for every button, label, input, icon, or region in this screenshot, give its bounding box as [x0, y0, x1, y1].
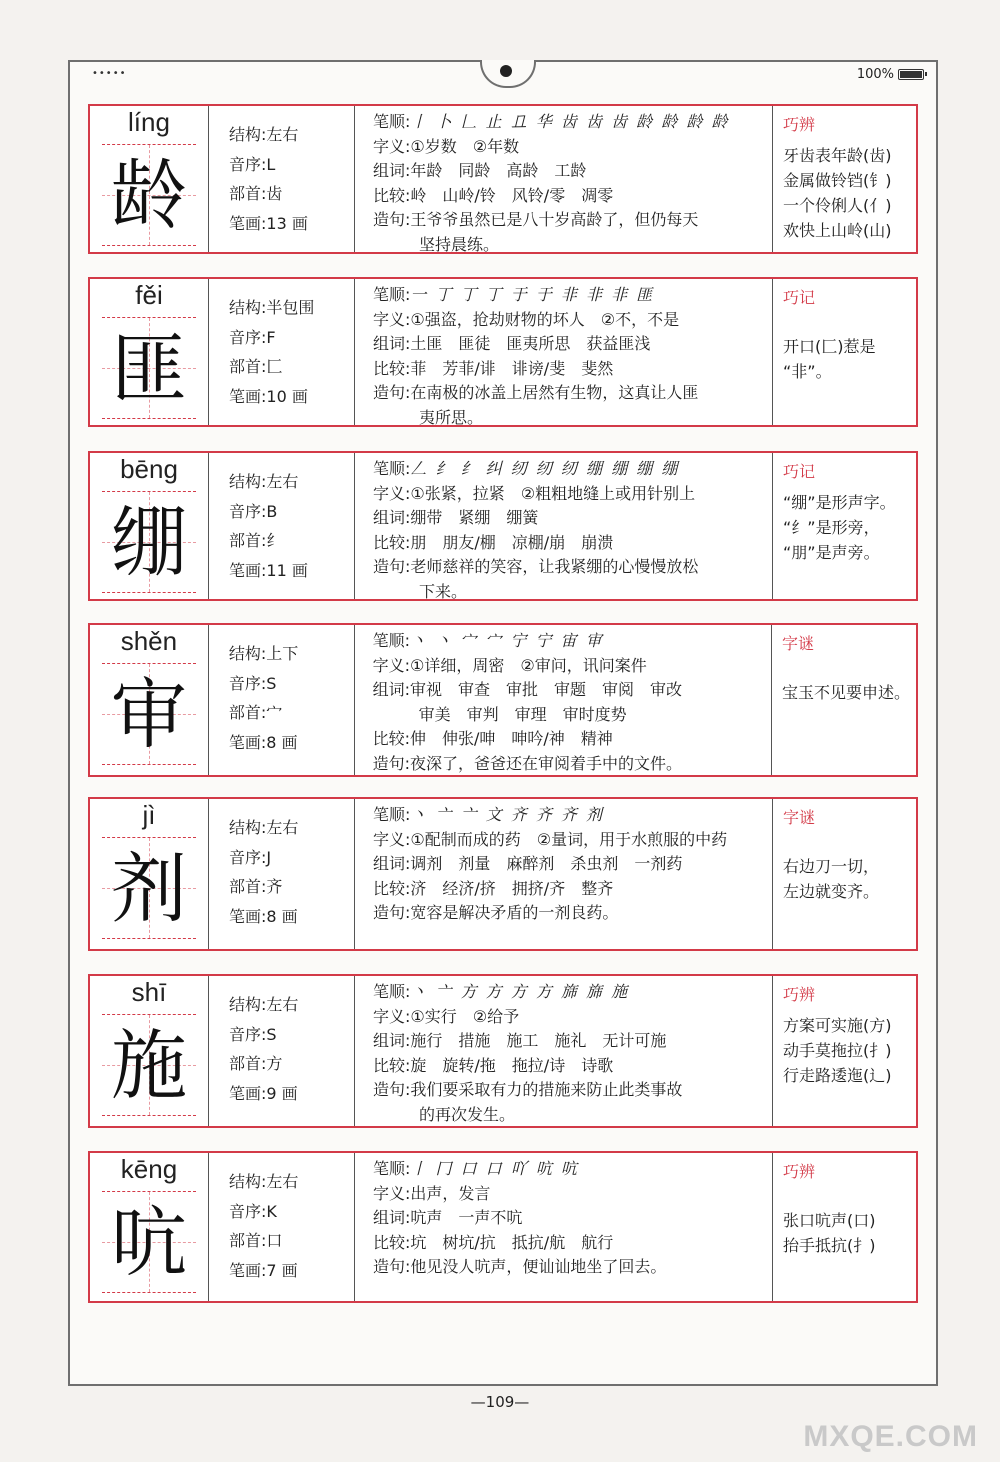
order-label: 音序: [229, 327, 267, 347]
order-label: 音序: [229, 847, 267, 867]
character-card [88, 451, 918, 601]
structure-value: 半包围 [266, 298, 315, 317]
page-number: —109— [470, 1393, 530, 1411]
character-card [88, 1151, 918, 1303]
pinyin: jì [142, 800, 156, 830]
character-meta [209, 625, 355, 775]
tip-tag: 巧辨 [783, 1162, 816, 1181]
stroke-order-value: 丶 亠 方 方 方 方 旆 旆 施 [410, 982, 630, 1001]
character-panel [90, 799, 209, 949]
tip-line: 牙齿表年龄(齿) [783, 146, 892, 165]
strokes-value: 10 画 [266, 386, 308, 406]
radical-label: 部首: [228, 703, 267, 722]
battery-icon [898, 69, 924, 80]
pinyin: shī [131, 977, 167, 1007]
character-card [88, 277, 918, 427]
sentence-value: 的再次发生。 [419, 1104, 516, 1124]
radical-label: 部首: [229, 357, 267, 376]
words-value: 绷带 紧绷 绷簧 [410, 508, 539, 527]
tip-panel [773, 279, 916, 425]
order-label: 音序: [229, 154, 267, 174]
strokes-label: 笔画: [228, 732, 267, 752]
order-label: 音序: [229, 501, 267, 521]
strokes-label: 笔画: [229, 386, 267, 406]
order-value: S [266, 1024, 277, 1044]
tip-line: 左边就变齐。 [783, 882, 880, 901]
tip-line: “非”。 [783, 362, 832, 381]
stroke-order-value: 丶 丶 宀 宀 宁 宁 宙 审 [410, 631, 604, 650]
character-panel [90, 106, 209, 252]
structure-label: 结构: [229, 472, 267, 491]
character-details [355, 976, 773, 1126]
meaning-label: 字义: [373, 136, 411, 156]
pinyin: shěn [120, 626, 178, 656]
radical-value: 纟 [266, 531, 283, 550]
character: 龄 [111, 151, 187, 240]
stroke-order-label: 笔顺: [373, 112, 411, 131]
tip-line: 动手莫拖拉(扌) [783, 1041, 892, 1060]
sentence-label: 造句: [373, 903, 411, 922]
strokes-label: 笔画: [229, 906, 267, 926]
structure-label: 结构: [229, 818, 267, 837]
compare-value: 济 经济/挤 拥挤/齐 整齐 [410, 878, 614, 898]
structure-label: 结构: [229, 995, 267, 1014]
words-value: 土匪 匪徒 匪夷所思 获益匪浅 [410, 334, 651, 353]
strokes-value: 9 画 [266, 1083, 298, 1103]
words-label: 组词: [372, 680, 411, 699]
pinyin: líng [128, 107, 170, 137]
words-label: 组词: [373, 854, 411, 873]
sentence-value: 夷所思。 [419, 407, 484, 427]
compare-label: 比较: [373, 1232, 411, 1252]
meaning-value: ①详细，周密 ②审问，讯问案件 [410, 655, 647, 675]
tip-line: 一个伶俐人(亻) [783, 196, 892, 215]
meaning-value: ①强盗，抢劫财物的坏人 ②不，不是 [410, 309, 680, 329]
tip-line: 方案可实施(方) [783, 1016, 892, 1035]
words-value: 施行 措施 施工 施礼 无计可施 [410, 1031, 667, 1050]
tip-tag: 巧辨 [783, 985, 816, 1004]
stroke-order-label: 笔顺: [373, 982, 411, 1001]
structure-value: 左右 [266, 472, 299, 491]
radical-value: 宀 [266, 703, 283, 722]
meaning-value: ①实行 ②给予 [410, 1006, 520, 1026]
order-label: 音序: [228, 673, 267, 693]
structure-label: 结构: [229, 125, 267, 144]
tip-panel [773, 106, 916, 252]
character: 吭 [111, 1198, 187, 1287]
radical-label: 部首: [229, 531, 267, 550]
character-details [355, 799, 773, 949]
compare-value: 旋 旋转/拖 拖拉/诗 诗歌 [410, 1055, 614, 1075]
strokes-value: 8 画 [266, 906, 298, 926]
compare-label: 比较: [373, 878, 411, 898]
stroke-order-value: 一 丁 丁 丁 于 于 非 非 非 匪 [410, 285, 655, 304]
battery-status [857, 67, 924, 82]
character-details [355, 1153, 773, 1301]
stroke-order-label: 笔顺: [373, 285, 411, 304]
structure-value: 左右 [266, 125, 299, 144]
tip-tag: 巧记 [783, 288, 816, 307]
pinyin: kēng [120, 1154, 178, 1184]
character-panel [90, 976, 209, 1126]
radical-value: 齐 [266, 877, 283, 896]
order-value: B [266, 501, 278, 521]
order-value: S [266, 673, 277, 693]
order-value: F [266, 327, 276, 347]
radical-label: 部首: [229, 1231, 267, 1250]
tip-panel [773, 976, 916, 1126]
sentence-value: 我们要采取有力的措施来防止此类事故 [410, 1080, 683, 1099]
compare-value: 坑 树坑/抗 抵抗/航 航行 [410, 1232, 614, 1252]
structure-label: 结构: [229, 1172, 267, 1191]
sentence-value: 夜深了，爸爸还在审阅着手中的文件。 [410, 753, 683, 773]
structure-value: 左右 [266, 818, 299, 837]
words-label: 组词: [373, 1208, 411, 1227]
compare-value: 伸 伸张/呻 呻吟/神 精神 [410, 729, 613, 748]
character-meta [209, 106, 355, 252]
tip-panel [773, 453, 916, 599]
stroke-order-value: 𠃋 纟 纟 纠 纫 纫 纫 绷 绷 绷 绷 [410, 459, 680, 478]
stroke-order-value: 丨 冂 口 口 吖 吭 吭 [410, 1159, 579, 1178]
compare-value: 菲 芳菲/诽 诽谤/斐 斐然 [410, 358, 614, 378]
radical-value: 齿 [266, 184, 283, 203]
meaning-value: ①张紧，拉紧 ②粗粗地缝上或用针别上 [410, 483, 696, 503]
words-value: 吭声 一声不吭 [410, 1208, 523, 1227]
stroke-order-value: 丶 亠 亠 文 齐 齐 齐 剂 [410, 805, 605, 824]
character-meta [209, 1153, 355, 1301]
words-label: 组词: [373, 1031, 411, 1050]
words-value: 调剂 剂量 麻醉剂 杀虫剂 一剂药 [410, 854, 683, 873]
order-value: K [266, 1201, 277, 1221]
character-panel [90, 453, 209, 599]
character-details [355, 453, 773, 599]
strokes-value: 8 画 [266, 732, 298, 752]
tip-line: 宝玉不见要申述。 [781, 683, 910, 702]
character-meta [209, 799, 355, 949]
meaning-label: 字义: [372, 655, 411, 675]
radical-value: 匚 [266, 357, 283, 376]
stroke-order-label: 笔顺: [373, 1159, 411, 1178]
compare-label: 比较: [373, 185, 411, 205]
stroke-order-label: 笔顺: [372, 631, 411, 650]
sentence-value: 在南极的冰盖上居然有生物，这真让人匪 [410, 383, 699, 402]
stroke-order-label: 笔顺: [373, 459, 411, 478]
character-meta [209, 453, 355, 599]
tip-panel [773, 1153, 916, 1301]
meaning-label: 字义: [373, 1006, 411, 1026]
character-card [88, 623, 918, 777]
radical-label: 部首: [229, 1054, 267, 1073]
compare-label: 比较: [372, 729, 411, 748]
pinyin: fěi [135, 280, 163, 310]
character: 剂 [111, 844, 187, 933]
words-value: 审视 审查 审批 审题 审阅 审改 [410, 680, 683, 699]
structure-value: 左右 [266, 995, 299, 1014]
radical-value: 方 [266, 1054, 283, 1073]
stroke-order-value: 丨 卜 𠃊 止 𠀃 华 齿 齿 齿 龄 龄 龄 龄 [410, 112, 730, 131]
watermark: MXQE.COM [803, 1420, 978, 1453]
character: 绷 [111, 498, 187, 587]
character-meta [209, 976, 355, 1126]
strokes-value: 7 画 [266, 1260, 298, 1280]
character: 审 [110, 670, 187, 759]
structure-label: 结构: [228, 644, 267, 663]
words-label: 组词: [373, 508, 411, 527]
compare-label: 比较: [373, 532, 411, 552]
compare-value: 朋 朋友/棚 凉棚/崩 崩溃 [410, 532, 614, 552]
tip-line: “绷”是形声字。 [783, 493, 896, 512]
strokes-value: 13 画 [266, 213, 308, 233]
radical-label: 部首: [229, 877, 267, 896]
tip-tag: 字谜 [781, 634, 814, 653]
meaning-value: ①配制而成的药 ②量词，用于水煎服的中药 [410, 829, 728, 849]
strokes-label: 笔画: [229, 213, 267, 233]
character-details [355, 625, 772, 775]
pinyin: bēng [120, 454, 178, 484]
words-label: 组词: [373, 161, 411, 180]
order-value: L [266, 154, 276, 174]
compare-label: 比较: [373, 358, 411, 378]
sentence-value: 王爷爷虽然已是八十岁高龄了，但仍每天 [410, 210, 699, 229]
character-details [355, 106, 773, 252]
words-value: 审美 审判 审理 审时度势 [418, 704, 627, 724]
radical-value: 口 [266, 1231, 283, 1250]
character-panel [90, 625, 209, 775]
words-value: 年龄 同龄 高龄 工龄 [410, 161, 587, 180]
order-label: 音序: [229, 1024, 267, 1044]
sentence-value: 宽容是解决矛盾的一剂良药。 [410, 903, 619, 922]
character: 匪 [111, 324, 187, 413]
tip-panel [772, 625, 916, 775]
stroke-order-label: 笔顺: [373, 805, 411, 824]
tip-line: 抬手抵抗(扌) [783, 1236, 876, 1255]
sentence-label: 造句: [373, 1257, 411, 1276]
radical-label: 部首: [229, 184, 267, 203]
order-value: J [266, 847, 272, 867]
sentence-label: 造句: [373, 210, 411, 229]
character-details [355, 279, 773, 425]
strokes-label: 笔画: [229, 560, 267, 580]
sentence-label: 造句: [373, 383, 411, 402]
meaning-value: ①岁数 ②年数 [410, 136, 520, 156]
tip-tag: 巧辨 [783, 115, 816, 134]
battery-percent: 100% [856, 67, 894, 82]
strokes-label: 笔画: [229, 1260, 267, 1280]
structure-value: 左右 [266, 1172, 299, 1191]
tip-line: 张口吭声(口) [783, 1211, 876, 1230]
character-panel [90, 279, 209, 425]
meaning-label: 字义: [373, 309, 411, 329]
tip-line: “纟”是形旁， [783, 518, 880, 537]
sentence-label: 造句: [372, 753, 411, 773]
character-meta [209, 279, 355, 425]
sentence-value: 坚持晨练。 [419, 234, 500, 254]
structure-label: 结构: [229, 298, 267, 317]
signal-indicator: ••••• [92, 68, 127, 79]
sentence-value: 下来。 [419, 581, 468, 601]
tip-panel [773, 799, 916, 949]
tip-tag: 巧记 [783, 462, 816, 481]
sentence-label: 造句: [373, 1080, 411, 1099]
strokes-label: 笔画: [229, 1083, 267, 1103]
words-label: 组词: [373, 334, 411, 353]
character: 施 [111, 1021, 187, 1110]
tip-line: “朋”是声旁。 [783, 543, 880, 562]
structure-value: 上下 [266, 644, 299, 663]
character-panel [90, 1153, 209, 1301]
tip-line: 开口(匚)惹是 [783, 337, 876, 356]
camera-icon [500, 65, 512, 77]
meaning-value: 出声，发言 [410, 1183, 491, 1203]
tip-tag: 字谜 [783, 808, 816, 827]
meaning-label: 字义: [373, 829, 411, 849]
strokes-value: 11 画 [266, 560, 308, 580]
tip-line: 行走路逶迤(辶) [783, 1066, 892, 1085]
tip-line: 右边刀一切， [783, 857, 880, 876]
tip-line: 金属做铃铛(钅) [783, 171, 892, 190]
character-card [88, 797, 918, 951]
meaning-label: 字义: [373, 1183, 411, 1203]
compare-label: 比较: [373, 1055, 411, 1075]
compare-value: 岭 山岭/铃 风铃/零 凋零 [410, 185, 614, 205]
meaning-label: 字义: [373, 483, 411, 503]
sentence-value: 他见没人吭声，便讪讪地坐了回去。 [410, 1257, 667, 1276]
order-label: 音序: [229, 1201, 267, 1221]
sentence-value: 老师慈祥的笑容，让我紧绷的心慢慢放松 [410, 557, 699, 576]
tip-line: 欢快上山岭(山) [783, 221, 892, 240]
sentence-label: 造句: [373, 557, 411, 576]
character-card [88, 104, 918, 254]
character-card [88, 974, 918, 1128]
